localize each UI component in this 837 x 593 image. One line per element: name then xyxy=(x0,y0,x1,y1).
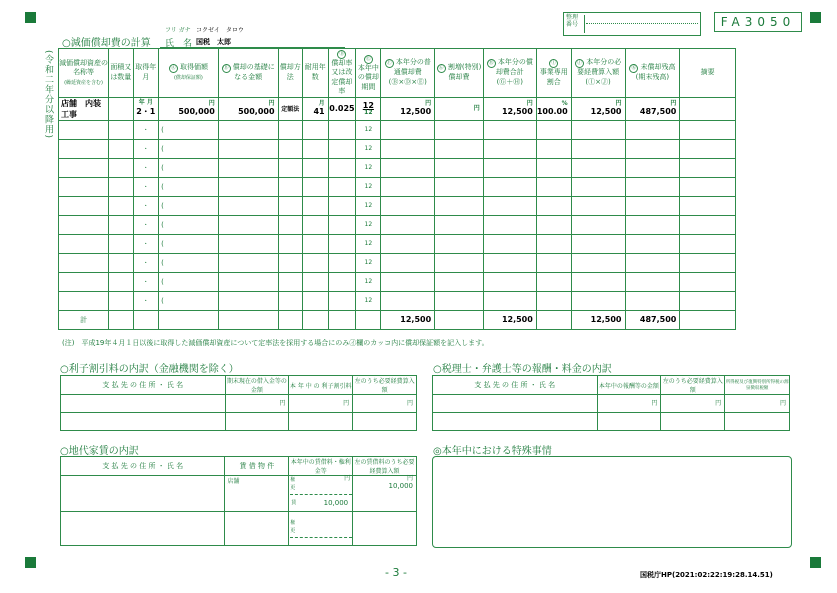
seiri-label: 整理 xyxy=(566,14,579,21)
asset-name: 店舗 内装工事 xyxy=(59,97,109,120)
table-cell[interactable] xyxy=(483,291,536,310)
table-cell[interactable] xyxy=(571,177,625,196)
cost-cell[interactable]: ( xyxy=(159,158,219,177)
table-cell[interactable] xyxy=(536,158,571,177)
table-cell[interactable] xyxy=(218,158,278,177)
table-cell[interactable] xyxy=(571,139,625,158)
registration-mark-top-right xyxy=(810,12,821,23)
table-cell[interactable] xyxy=(109,215,133,234)
table-cell[interactable] xyxy=(625,253,680,272)
interest-col-interest: 本 年 中 の 利子割引料 xyxy=(289,376,353,395)
table-cell[interactable] xyxy=(536,177,571,196)
months-cell[interactable]: 12 xyxy=(356,234,381,253)
table-cell[interactable] xyxy=(218,177,278,196)
letter-d-icon: Ⓓ xyxy=(339,51,345,57)
table-row xyxy=(59,158,736,177)
table-cell[interactable] xyxy=(59,139,109,158)
table-cell[interactable] xyxy=(483,139,536,158)
fees-col-payee: 支 払 先 の 住 所 ・ 氏 名 xyxy=(433,376,598,395)
depreciation-footnote: (注) 平成19年４月１日以後に取得した減価償却資産について定率法を採用する場合にのみ㋑欄のカッコ内に償却保証額を記入します。 xyxy=(62,339,489,347)
months-cell[interactable]: 12 xyxy=(356,158,381,177)
fees-title: ○税理士・弁護士等の報酬・料金の内訳 xyxy=(433,364,612,375)
letter-b-icon: Ⓑ xyxy=(223,65,229,72)
table-cell[interactable] xyxy=(109,291,133,310)
table-cell[interactable] xyxy=(483,120,536,139)
months-cell[interactable]: 12 xyxy=(356,120,381,139)
months-cell[interactable]: 12 xyxy=(356,177,381,196)
letter-h-icon: Ⓗ xyxy=(488,60,494,67)
table-cell[interactable] xyxy=(435,158,484,177)
table-cell[interactable] xyxy=(302,120,328,139)
letter-j-icon: Ⓙ xyxy=(576,60,582,67)
table-cell[interactable] xyxy=(483,196,536,215)
rent-kosin-label-2: 更 xyxy=(290,528,296,534)
table-cell[interactable] xyxy=(328,234,356,253)
table-cell[interactable] xyxy=(435,272,484,291)
table-cell[interactable] xyxy=(302,272,328,291)
table-cell[interactable] xyxy=(302,234,328,253)
table-cell[interactable] xyxy=(571,234,625,253)
table-cell[interactable] xyxy=(278,177,302,196)
depreciation-header-row xyxy=(59,49,736,98)
table-cell[interactable] xyxy=(59,253,109,272)
date-cell[interactable]: ・ xyxy=(133,158,159,177)
table-cell[interactable] xyxy=(328,272,356,291)
asset-note xyxy=(680,97,736,120)
table-cell[interactable] xyxy=(536,291,571,310)
table-cell[interactable] xyxy=(483,234,536,253)
table-cell[interactable] xyxy=(625,272,680,291)
table-cell[interactable] xyxy=(278,158,302,177)
table-cell[interactable] xyxy=(571,215,625,234)
rent-col-payee: 支 払 先 の 住 所 ・ 氏 名 xyxy=(61,457,225,476)
rent-col-property: 賃 借 物 件 xyxy=(225,457,289,476)
table-cell[interactable] xyxy=(381,234,435,253)
table-cell[interactable] xyxy=(59,291,109,310)
fees-col-tax: 所得税及び復興特別所得税の源泉徴収税額 xyxy=(725,376,790,395)
table-cell[interactable] xyxy=(328,177,356,196)
total-balance: 487,500 xyxy=(625,310,680,329)
cost-cell[interactable]: ( xyxy=(159,253,219,272)
cost-cell[interactable]: ( xyxy=(159,291,219,310)
table-cell[interactable] xyxy=(571,120,625,139)
table-cell[interactable] xyxy=(59,196,109,215)
table-cell[interactable] xyxy=(536,120,571,139)
asset-base: 円 500,000 xyxy=(218,97,278,120)
col-total: Ⓗ 本年分の償却費合計 (Ⓖ＋Ⓗ) xyxy=(483,49,536,98)
furigana-value: コクゼイ タロウ xyxy=(196,27,244,34)
table-cell[interactable] xyxy=(381,196,435,215)
table-cell[interactable] xyxy=(218,215,278,234)
table-cell[interactable] xyxy=(302,158,328,177)
table-cell[interactable] xyxy=(381,215,435,234)
rent-kenri-label: 権 xyxy=(290,477,296,483)
table-cell[interactable] xyxy=(59,215,109,234)
date-cell[interactable]: ・ xyxy=(133,120,159,139)
table-cell[interactable] xyxy=(109,196,133,215)
table-cell[interactable] xyxy=(109,272,133,291)
table-cell[interactable] xyxy=(571,158,625,177)
interest-col-payee: 支 払 先 の 住 所 ・ 氏 名 xyxy=(61,376,226,395)
table-row xyxy=(59,215,736,234)
col-months: Ⓔ 本年中の償却期間 xyxy=(356,49,381,98)
table-cell[interactable] xyxy=(218,291,278,310)
registration-mark-bottom-left xyxy=(25,557,36,568)
col-rate: Ⓓ 償却率又は改定償却率 xyxy=(328,49,356,98)
interest-col-balance: 期末現在の借入金等の金額 xyxy=(225,376,289,395)
col-acquired: 取得年月 xyxy=(133,49,159,98)
table-cell[interactable] xyxy=(536,234,571,253)
cost-cell[interactable]: ( xyxy=(159,234,219,253)
furigana-label: フリ ガナ xyxy=(165,27,191,34)
table-cell[interactable] xyxy=(571,253,625,272)
table-cell[interactable] xyxy=(381,272,435,291)
col-quantity: 面積又は数量 xyxy=(109,49,133,98)
letter-a-icon: Ⓐ xyxy=(170,65,176,72)
table-cell[interactable] xyxy=(278,139,302,158)
special-box[interactable] xyxy=(432,456,792,548)
table-cell[interactable] xyxy=(625,234,680,253)
col-balance: Ⓚ 未償却残高 (期末残高) xyxy=(625,49,680,98)
rent-col-expense: 左の賃借料のうち必要経費算入額 xyxy=(353,457,417,476)
col-ratio: Ⓘ 事業専用割合 xyxy=(536,49,571,98)
table-row xyxy=(59,253,736,272)
form-code: FA3050 xyxy=(714,12,802,32)
table-row xyxy=(59,234,736,253)
registration-mark-top-left xyxy=(25,12,36,23)
table-cell[interactable] xyxy=(680,158,736,177)
table-cell[interactable] xyxy=(435,120,484,139)
table-cell[interactable] xyxy=(483,215,536,234)
asset-months: 12 12 xyxy=(356,97,381,120)
table-cell[interactable] xyxy=(381,177,435,196)
col-normal: Ⓕ 本年分の普通償却費 (Ⓑ×Ⓓ×Ⓔ) xyxy=(381,49,435,98)
total-total: 12,500 xyxy=(483,310,536,329)
table-row xyxy=(59,177,736,196)
col-asset-name: 減価償却資産の名称等 (繰延資産を含む) xyxy=(59,49,109,98)
interest-title: ○利子割引料の内訳（金融機関を除く） xyxy=(60,364,239,375)
cost-cell[interactable]: ( xyxy=(159,215,219,234)
months-cell[interactable]: 12 xyxy=(356,139,381,158)
table-cell[interactable] xyxy=(328,120,356,139)
table-cell[interactable] xyxy=(625,177,680,196)
asset-qty xyxy=(109,97,133,120)
name-label: 氏 名 xyxy=(165,39,193,49)
table-cell[interactable] xyxy=(571,196,625,215)
table-cell[interactable] xyxy=(625,158,680,177)
fees-col-expense: 左のうち必要経費算入額 xyxy=(661,376,725,395)
date-cell[interactable]: ・ xyxy=(133,234,159,253)
table-cell[interactable] xyxy=(109,120,133,139)
cost-cell[interactable]: ( xyxy=(159,196,219,215)
col-expense: Ⓙ 本年分の必要経費算入額 (Ⓘ×Ⓙ) xyxy=(571,49,625,98)
table-cell[interactable] xyxy=(328,291,356,310)
total-row xyxy=(59,310,736,329)
asset-normal: 円 12,500 xyxy=(381,97,435,120)
reference-number-box xyxy=(563,12,701,36)
table-cell[interactable] xyxy=(435,215,484,234)
title-circle-icon: ○ xyxy=(62,38,71,49)
table-cell[interactable] xyxy=(680,196,736,215)
interest-col-expense: 左のうち必要経費算入額 xyxy=(353,376,417,395)
table-cell[interactable] xyxy=(59,177,109,196)
months-cell[interactable]: 12 xyxy=(356,196,381,215)
months-cell[interactable]: 12 xyxy=(356,272,381,291)
date-cell[interactable]: ・ xyxy=(133,215,159,234)
table-cell[interactable] xyxy=(435,234,484,253)
fees-col-amount: 本年中の報酬等の金額 xyxy=(597,376,661,395)
cost-cell[interactable]: ( xyxy=(159,177,219,196)
asset-date: 年 月 2・1 xyxy=(133,97,159,120)
table-cell[interactable] xyxy=(536,272,571,291)
table-cell[interactable] xyxy=(278,120,302,139)
depreciation-title: 減価償却費の計算 xyxy=(70,38,151,49)
asset-method: 定額法 xyxy=(278,97,302,120)
interest-table: 支 払 先 の 住 所 ・ 氏 名 期末現在の借入金等の金額 本 年 中 の 利子割引料 左のうち必要経費算入額 円 円 円 xyxy=(60,375,417,431)
table-cell[interactable] xyxy=(302,196,328,215)
table-cell[interactable] xyxy=(278,272,302,291)
asset-expense: 円 12,500 xyxy=(571,97,625,120)
cost-cell[interactable]: ( xyxy=(159,272,219,291)
table-cell[interactable] xyxy=(302,215,328,234)
letter-e-icon: Ⓔ xyxy=(365,55,371,62)
total-normal: 12,500 xyxy=(381,310,435,329)
table-cell[interactable] xyxy=(328,158,356,177)
rent-title: ○地代家賃の内訳 xyxy=(60,446,139,457)
table-cell[interactable] xyxy=(328,215,356,234)
date-cell[interactable]: ・ xyxy=(133,253,159,272)
col-base: Ⓑ 償却の基礎になる金額 xyxy=(218,49,278,98)
table-cell[interactable] xyxy=(218,272,278,291)
col-special: Ⓖ 割増(特別)償却費 xyxy=(435,49,484,98)
asset-total: 円 12,500 xyxy=(483,97,536,120)
months-cell[interactable]: 12 xyxy=(356,291,381,310)
table-cell[interactable] xyxy=(435,291,484,310)
table-cell[interactable] xyxy=(218,234,278,253)
table-cell[interactable] xyxy=(278,215,302,234)
table-cell[interactable] xyxy=(302,177,328,196)
asset-special: 円 xyxy=(435,97,484,120)
table-cell[interactable] xyxy=(328,253,356,272)
table-cell[interactable] xyxy=(59,272,109,291)
rent-kosin-label: 更 xyxy=(290,485,296,491)
table-cell[interactable] xyxy=(483,272,536,291)
table-cell[interactable] xyxy=(625,120,680,139)
table-cell[interactable] xyxy=(381,158,435,177)
table-cell[interactable] xyxy=(218,120,278,139)
rent-table: 支 払 先 の 住 所 ・ 氏 名 賃 借 物 件 本年中の賃借料・権利金等 左の賃借料のうち必要経費算入額 店舗 権 更 円 賃 10,000 円 10,000 権 更 xyxy=(60,456,417,546)
table-cell[interactable] xyxy=(435,177,484,196)
letter-i-icon: Ⓘ xyxy=(551,60,557,67)
source-stamp: 国税庁HP(2021:02:22:19:28.14.51) xyxy=(640,571,773,579)
table-cell[interactable] xyxy=(483,158,536,177)
table-cell[interactable] xyxy=(328,196,356,215)
special-title: ◎本年中における特殊事情 xyxy=(433,446,552,457)
letter-f-icon: Ⓕ xyxy=(386,60,392,67)
col-method: 償却方法 xyxy=(278,49,302,98)
table-cell[interactable] xyxy=(680,272,736,291)
letter-k-icon: Ⓚ xyxy=(631,65,637,72)
table-cell[interactable] xyxy=(483,177,536,196)
table-cell[interactable] xyxy=(483,253,536,272)
date-cell[interactable]: ・ xyxy=(133,291,159,310)
table-cell[interactable] xyxy=(381,291,435,310)
table-cell[interactable] xyxy=(571,291,625,310)
cost-cell[interactable]: ( xyxy=(159,120,219,139)
bango-label: 番号 xyxy=(566,20,579,28)
asset-life: 月 41 xyxy=(302,97,328,120)
year-side-label: (令和二年分以降用) xyxy=(43,50,53,140)
rent-chin-label: 賃 xyxy=(291,500,297,506)
table-cell[interactable] xyxy=(625,139,680,158)
page-number: - 3 - xyxy=(385,566,407,579)
table-cell[interactable] xyxy=(680,253,736,272)
asset-cost: 円 500,000 xyxy=(159,97,219,120)
table-cell[interactable] xyxy=(302,139,328,158)
table-cell[interactable] xyxy=(625,196,680,215)
table-cell[interactable] xyxy=(381,139,435,158)
months-cell[interactable]: 12 xyxy=(356,253,381,272)
table-cell[interactable] xyxy=(278,196,302,215)
depreciation-table xyxy=(58,48,736,330)
total-expense: 12,500 xyxy=(571,310,625,329)
col-life: 耐用年数 xyxy=(302,49,328,98)
date-cell[interactable]: ・ xyxy=(133,272,159,291)
fees-table: 支 払 先 の 住 所 ・ 氏 名 本年中の報酬等の金額 左のうち必要経費算入額 所得税及び復興特別所得税の源泉徴収税額 円 円 円 xyxy=(432,375,790,431)
table-cell[interactable] xyxy=(328,139,356,158)
table-row xyxy=(59,120,736,139)
cost-cell[interactable]: ( xyxy=(159,139,219,158)
table-cell[interactable] xyxy=(109,177,133,196)
letter-g-icon: Ⓖ xyxy=(438,65,444,72)
table-cell[interactable] xyxy=(109,253,133,272)
col-note: 摘要 xyxy=(680,49,736,98)
table-cell[interactable] xyxy=(571,272,625,291)
registration-mark-bottom-right xyxy=(810,557,821,568)
table-cell[interactable] xyxy=(302,253,328,272)
date-cell[interactable]: ・ xyxy=(133,177,159,196)
table-row xyxy=(59,97,736,120)
name-value: 国税 太郎 xyxy=(196,38,231,46)
table-row xyxy=(59,196,736,215)
table-cell[interactable] xyxy=(536,139,571,158)
table-cell[interactable] xyxy=(381,120,435,139)
table-cell[interactable] xyxy=(536,196,571,215)
table-cell[interactable] xyxy=(109,158,133,177)
table-cell[interactable] xyxy=(59,158,109,177)
table-cell[interactable] xyxy=(278,234,302,253)
table-row xyxy=(59,291,736,310)
rent-col-rent: 本年中の賃借料・権利金等 xyxy=(289,457,353,476)
table-cell[interactable] xyxy=(218,139,278,158)
table-cell[interactable] xyxy=(109,234,133,253)
rent-property-value: 店舗 xyxy=(225,476,289,512)
table-cell[interactable] xyxy=(536,215,571,234)
table-cell[interactable] xyxy=(278,253,302,272)
date-cell[interactable]: ・ xyxy=(133,139,159,158)
table-cell[interactable] xyxy=(680,234,736,253)
table-cell[interactable] xyxy=(680,120,736,139)
table-cell[interactable] xyxy=(435,196,484,215)
rent-kenri-label-2: 権 xyxy=(290,520,296,526)
rent-expense-value: 円 10,000 xyxy=(353,476,417,512)
months-cell[interactable]: 12 xyxy=(356,215,381,234)
table-cell[interactable] xyxy=(109,139,133,158)
table-cell[interactable] xyxy=(680,177,736,196)
table-row xyxy=(59,272,736,291)
col-acq-cost: Ⓐ 取得価額 (償却保証額) xyxy=(159,49,219,98)
table-cell[interactable] xyxy=(680,215,736,234)
table-row xyxy=(59,139,736,158)
total-label: 計 xyxy=(59,310,109,329)
rent-amount-value: 10,000 xyxy=(323,499,349,507)
table-cell[interactable] xyxy=(278,291,302,310)
table-cell[interactable] xyxy=(302,291,328,310)
table-cell[interactable] xyxy=(625,215,680,234)
table-cell[interactable] xyxy=(381,253,435,272)
table-cell[interactable] xyxy=(218,196,278,215)
table-cell[interactable] xyxy=(435,139,484,158)
table-cell[interactable] xyxy=(625,291,680,310)
table-cell[interactable] xyxy=(59,234,109,253)
table-cell[interactable] xyxy=(435,253,484,272)
table-cell[interactable] xyxy=(536,253,571,272)
table-cell[interactable] xyxy=(218,253,278,272)
table-cell[interactable] xyxy=(680,291,736,310)
date-cell[interactable]: ・ xyxy=(133,196,159,215)
asset-rate: 0.025 xyxy=(328,97,356,120)
asset-balance: 円 487,500 xyxy=(625,97,680,120)
table-cell[interactable] xyxy=(59,120,109,139)
asset-ratio: % 100.00 xyxy=(536,97,571,120)
table-cell[interactable] xyxy=(680,139,736,158)
